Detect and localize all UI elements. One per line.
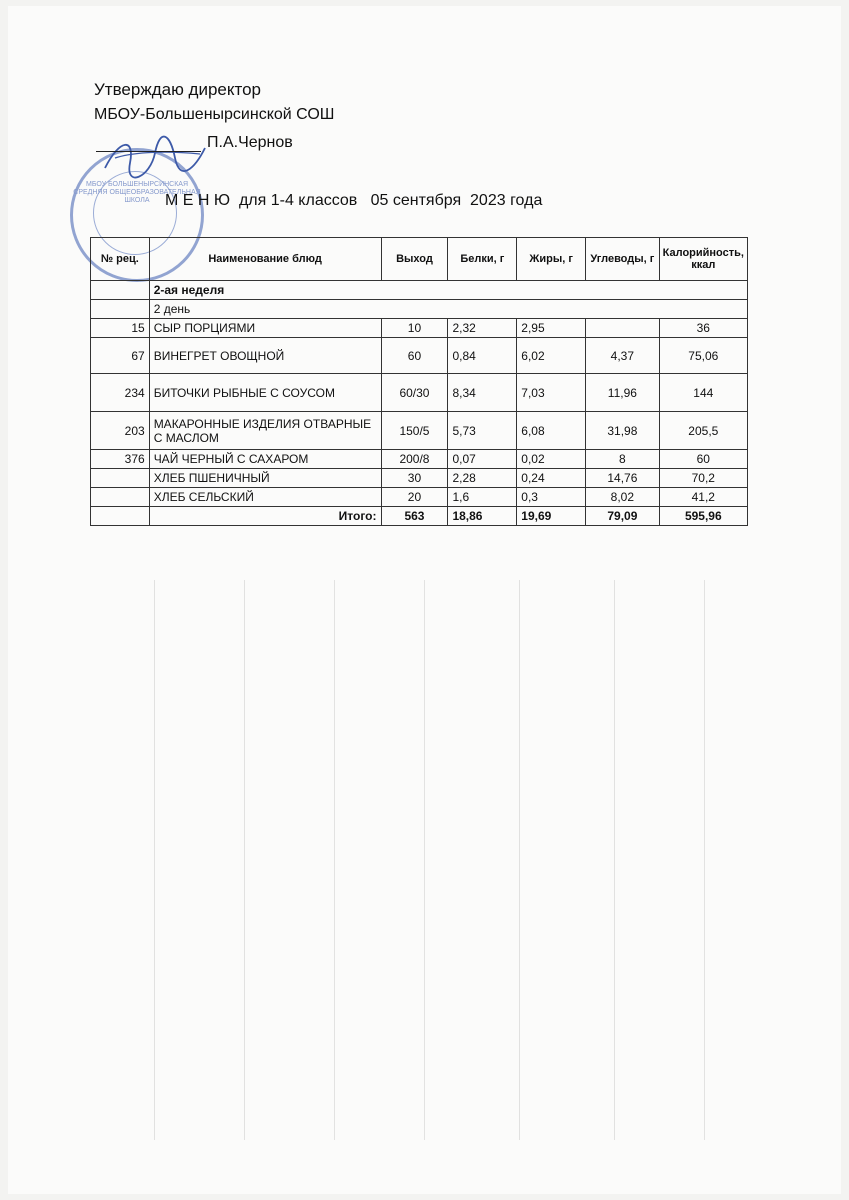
table-row xyxy=(91,319,748,338)
dish-cell: ХЛЕБ ПШЕНИЧНЫЙ xyxy=(149,469,381,488)
col-header: Выход xyxy=(381,238,448,281)
out-cell: 10 xyxy=(381,319,448,338)
dish-cell: ВИНЕГРЕТ ОВОЩНОЙ xyxy=(149,338,381,374)
total-kcal: 595,96 xyxy=(659,507,747,526)
signature-line xyxy=(96,151,201,152)
protein-cell: 0,84 xyxy=(448,338,517,374)
rec-cell xyxy=(91,488,150,507)
kcal-cell: 60 xyxy=(659,450,747,469)
fat-cell: 2,95 xyxy=(517,319,586,338)
rec-cell: 203 xyxy=(91,412,150,450)
menu-table xyxy=(90,237,748,526)
dish-cell: ЧАЙ ЧЕРНЫЙ С САХАРОМ xyxy=(149,450,381,469)
day-row xyxy=(91,300,748,319)
rec-cell xyxy=(91,469,150,488)
out-cell: 30 xyxy=(381,469,448,488)
approval-title: Утверждаю директор xyxy=(94,80,262,99)
col-header: Углеводы, г xyxy=(586,238,660,281)
table-row xyxy=(91,338,748,374)
reverse-side-show-through xyxy=(75,580,765,1140)
kcal-cell: 205,5 xyxy=(659,412,747,450)
table-row xyxy=(91,412,748,450)
day-label: 2 день xyxy=(149,300,747,319)
fat-cell: 6,08 xyxy=(517,412,586,450)
rec-cell: 15 xyxy=(91,319,150,338)
fat-cell: 0,3 xyxy=(517,488,586,507)
fat-cell: 0,24 xyxy=(517,469,586,488)
total-out: 563 xyxy=(381,507,448,526)
col-header: Наименование блюд xyxy=(149,238,381,281)
out-cell: 150/5 xyxy=(381,412,448,450)
out-cell: 20 xyxy=(381,488,448,507)
school-name: МБОУ-Большенырсинской СОШ xyxy=(94,106,335,123)
dish-cell: ХЛЕБ СЕЛЬСКИЙ xyxy=(149,488,381,507)
out-cell: 200/8 xyxy=(381,450,448,469)
fat-cell: 6,02 xyxy=(517,338,586,374)
rec-cell: 67 xyxy=(91,338,150,374)
protein-cell: 2,28 xyxy=(448,469,517,488)
carb-cell: 8,02 xyxy=(586,488,660,507)
col-header: Калорийность, ккал xyxy=(659,238,747,281)
kcal-cell: 36 xyxy=(659,319,747,338)
table-row xyxy=(91,450,748,469)
approval-block xyxy=(94,78,261,102)
carb-cell: 11,96 xyxy=(586,374,660,412)
protein-cell: 0,07 xyxy=(448,450,517,469)
fat-cell: 0,02 xyxy=(517,450,586,469)
table-row xyxy=(91,374,748,412)
rec-cell: 234 xyxy=(91,374,150,412)
total-label: Итого: xyxy=(149,507,381,526)
carb-cell xyxy=(586,319,660,338)
dish-cell: БИТОЧКИ РЫБНЫЕ С СОУСОМ xyxy=(149,374,381,412)
fat-cell: 7,03 xyxy=(517,374,586,412)
protein-cell: 1,6 xyxy=(448,488,517,507)
carb-cell: 4,37 xyxy=(586,338,660,374)
kcal-cell: 75,06 xyxy=(659,338,747,374)
col-header: Белки, г xyxy=(448,238,517,281)
out-cell: 60/30 xyxy=(381,374,448,412)
kcal-cell: 41,2 xyxy=(659,488,747,507)
protein-cell: 2,32 xyxy=(448,319,517,338)
total-row xyxy=(91,507,748,526)
total-fat: 19,69 xyxy=(517,507,586,526)
total-protein: 18,86 xyxy=(448,507,517,526)
carb-cell: 31,98 xyxy=(586,412,660,450)
signer-name: П.А.Чернов xyxy=(207,134,293,151)
dish-cell: СЫР ПОРЦИЯМИ xyxy=(149,319,381,338)
table-header-row xyxy=(91,238,748,281)
col-header: Жиры, г xyxy=(517,238,586,281)
signer-line xyxy=(96,134,336,152)
kcal-cell: 144 xyxy=(659,374,747,412)
protein-cell: 5,73 xyxy=(448,412,517,450)
stamp-text: МБОУ БОЛЬШЕНЫРСИНСКАЯ СРЕДНЯЯ ОБЩЕОБРАЗОВАТЕЛЬНАЯ ШКОЛА xyxy=(73,181,201,204)
kcal-cell: 70,2 xyxy=(659,469,747,488)
protein-cell: 8,34 xyxy=(448,374,517,412)
week-label: 2-ая неделя xyxy=(149,281,747,300)
table-row xyxy=(91,469,748,488)
menu-title: М Е Н Ю для 1-4 классов 05 сентября 2023 года xyxy=(165,192,543,209)
out-cell: 60 xyxy=(381,338,448,374)
dish-cell: МАКАРОННЫЕ ИЗДЕЛИЯ ОТВАРНЫЕ С МАСЛОМ xyxy=(149,412,381,450)
rec-cell: 376 xyxy=(91,450,150,469)
week-row xyxy=(91,281,748,300)
table-row xyxy=(91,488,748,507)
col-header: № рец. xyxy=(91,238,150,281)
total-carb: 79,09 xyxy=(586,507,660,526)
carb-cell: 8 xyxy=(586,450,660,469)
carb-cell: 14,76 xyxy=(586,469,660,488)
